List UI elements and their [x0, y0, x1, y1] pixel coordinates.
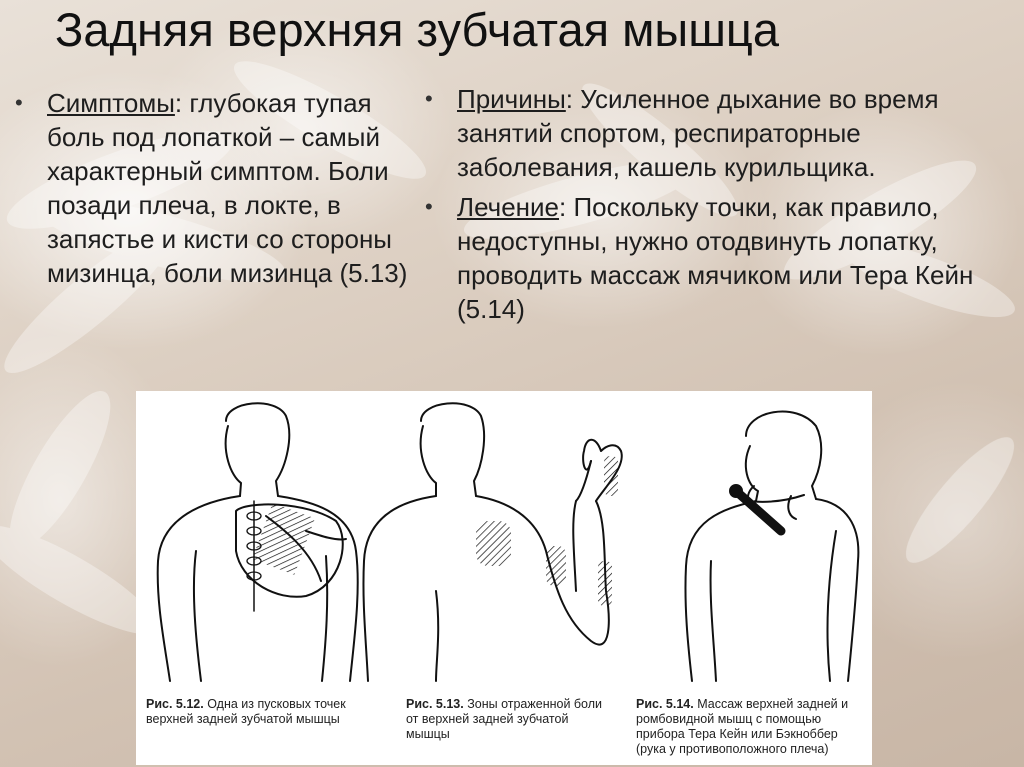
- symptoms-label: Симптомы: [47, 88, 175, 118]
- bullet-dot-icon: •: [425, 194, 433, 219]
- causes-treatment-column: [415, 82, 1020, 332]
- causes-bullet: [415, 82, 1020, 184]
- caption-text: Зоны отраженной боли от верхней задней зубчатой мышцы: [406, 697, 603, 741]
- caption-text: Одна из пусковых точек верхней задней зубчатой мышцы: [146, 697, 346, 726]
- caption-label: Рис. 5.14.: [636, 697, 694, 711]
- figure-5-12-back-illustration: [158, 403, 358, 681]
- slide-title: Задняя верхняя зубчатая мышца: [55, 3, 779, 56]
- caption-label: Рис. 5.12.: [146, 697, 204, 711]
- symptoms-bullet: [5, 86, 415, 290]
- bullet-dot-icon: •: [15, 90, 23, 115]
- figure-5-14-back-illustration: [685, 412, 858, 681]
- figure-caption-5-12: [146, 697, 366, 727]
- symptoms-text: : глубокая тупая боль под лопаткой – самый характерный симптом. Боли позади плеча, в локте, в запястье и кисти со стороны мизинца, боли мизинца (5.13): [47, 88, 408, 288]
- anatomy-figure: [136, 391, 872, 765]
- caption-text: Массаж верхней задней и ромбовидной мышц с помощью прибора Тера Кейн или Бэкноббер (рука у противоположного плеча): [636, 697, 849, 756]
- anatomy-illustrations: [136, 391, 872, 691]
- figure-caption-5-13: [406, 697, 606, 742]
- figure-5-13-back-illustration: [363, 403, 621, 681]
- symptoms-column: [5, 86, 415, 296]
- treatment-text: : Поскольку точки, как правило, недоступны, нужно отодвинуть лопатку, проводить массаж мячиком или Тера Кейн (5.14): [457, 192, 974, 324]
- bullet-dot-icon: •: [425, 86, 433, 111]
- treatment-label: Лечение: [457, 192, 560, 222]
- caption-label: Рис. 5.13.: [406, 697, 464, 711]
- causes-label: Причины: [457, 84, 566, 114]
- figure-caption-5-14: [636, 697, 868, 757]
- causes-text: : Усиленное дыхание во время занятий спортом, респираторные заболевания, кашель курильщика.: [457, 84, 939, 182]
- treatment-bullet: [415, 190, 1020, 326]
